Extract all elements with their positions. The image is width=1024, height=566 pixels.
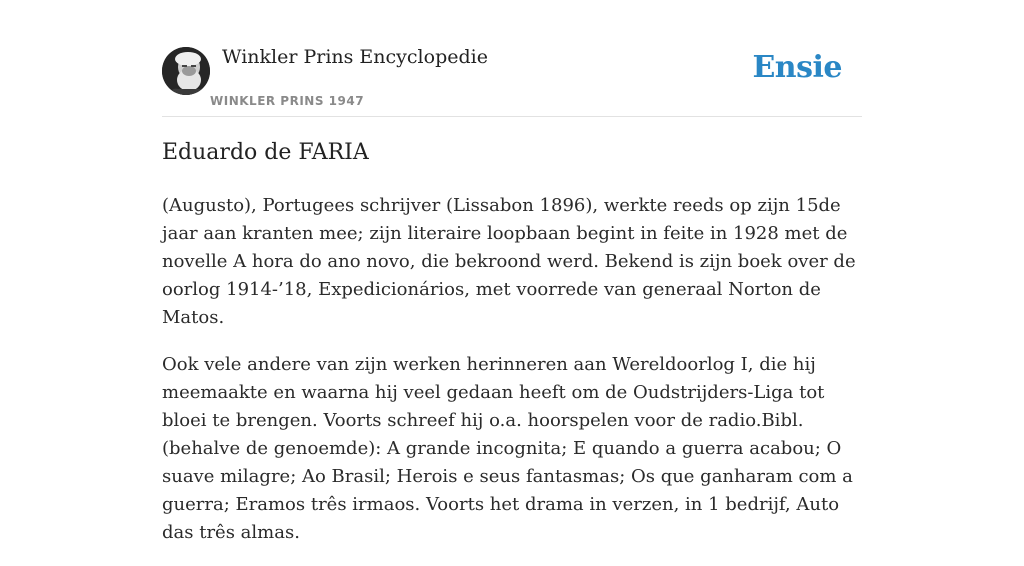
article-paragraph: Ook vele andere van zijn werken herinneren aan Wereldoorlog I, die hij meemaakte en waarna hij veel gedaan heeft om de Oudstrijders-Liga tot bloei te brengen. Voorts schreef hij o.a. hoorspelen voor de radio.Bibl. (behalve de genoemde): A grande incognita; E quando a guerra acabou; O suave milagre; Ao Brasil; Herois e seus fantasmas; Os que ganharam com a guerra; Eramos três irmaos. Voorts het drama in verzen, in 1 bedrijf, Auto das três almas. (162, 354, 853, 543)
article-title: Eduardo de FARIA (162, 140, 369, 165)
portrait-avatar-icon[interactable] (162, 47, 210, 95)
page-header (162, 44, 862, 117)
brand-logo-link[interactable]: Ensie (752, 50, 842, 85)
source-label: WINKLER PRINS 1947 (210, 94, 365, 108)
article-paragraph: (Augusto), Portugees schrijver (Lissabon 1896), werkte reeds op zijn 15de jaar aan kranten mee; zijn literaire loopbaan begint in feite in 1928 met de novelle A hora do ano novo, die bekroond werd. Bekend is zijn boek over de oorlog 1914-’18, Expedicionários, met voorrede van generaal Norton de Matos. (162, 195, 856, 328)
site-title-link[interactable]: Winkler Prins Encyclopedie (222, 46, 488, 68)
article-body (162, 192, 862, 566)
